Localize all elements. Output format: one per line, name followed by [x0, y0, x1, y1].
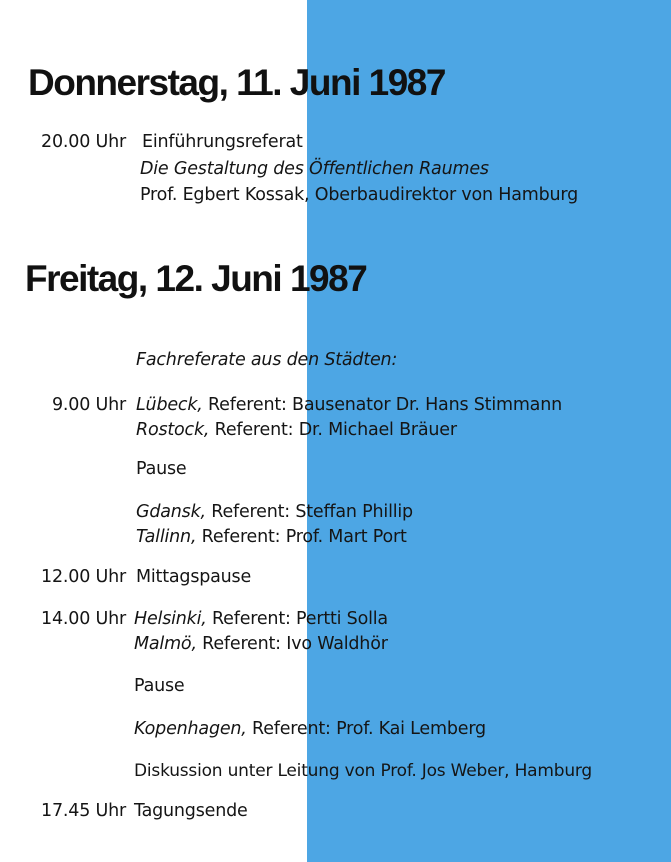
list-item	[134, 718, 486, 740]
list-item	[136, 394, 562, 416]
pause-label: Pause	[134, 676, 185, 696]
city-name: Tallinn,	[136, 527, 197, 547]
speaker-name: Referent: Prof. Kai Lemberg	[246, 719, 486, 739]
speaker-name: Referent: Dr. Michael Bräuer	[209, 420, 457, 440]
day1-topic: Die Gestaltung des Öffentlichen Raumes	[140, 159, 489, 179]
city-name: Gdansk,	[136, 502, 206, 522]
speaker-name: Referent: Steffan Phillip	[205, 502, 413, 522]
speaker-name: Referent: Prof. Mart Port	[196, 527, 407, 547]
block3-time: 14.00 Uhr	[41, 609, 126, 629]
speaker-name: Referent: Bausenator Dr. Hans Stimmann	[202, 395, 562, 415]
city-name: Lübeck,	[136, 395, 203, 415]
lunch-time: 12.00 Uhr	[41, 567, 126, 587]
city-name: Malmö,	[134, 634, 197, 654]
list-item	[134, 608, 388, 630]
day1-heading: Donnerstag, 11. Juni 1987	[28, 62, 445, 103]
city-name: Kopenhagen,	[134, 719, 247, 739]
end-label: Tagungsende	[134, 801, 248, 821]
city-name: Rostock,	[136, 420, 210, 440]
speaker-name: Referent: Ivo Waldhör	[196, 634, 388, 654]
list-item	[136, 501, 413, 523]
end-time: 17.45 Uhr	[41, 801, 126, 821]
lunch-label: Mittagspause	[136, 567, 252, 587]
day1-title: Einführungsreferat	[142, 132, 303, 152]
list-item	[136, 526, 407, 548]
day1-time: 20.00 Uhr	[41, 132, 126, 152]
day1-speaker: Prof. Egbert Kossak, Oberbaudirektor von Hamburg	[140, 185, 578, 205]
list-item	[136, 419, 457, 441]
pause-label: Pause	[136, 459, 187, 479]
city-name: Helsinki,	[134, 609, 207, 629]
list-item	[134, 633, 388, 655]
day2-intro: Fachreferate aus den Städten:	[136, 350, 398, 370]
speaker-name: Referent: Pertti Solla	[206, 609, 388, 629]
block1-time: 9.00 Uhr	[51, 395, 126, 415]
discussion-line: Diskussion unter Leitung von Prof. Jos Weber, Hamburg	[134, 761, 592, 781]
day2-heading: Freitag, 12. Juni 1987	[25, 258, 367, 299]
